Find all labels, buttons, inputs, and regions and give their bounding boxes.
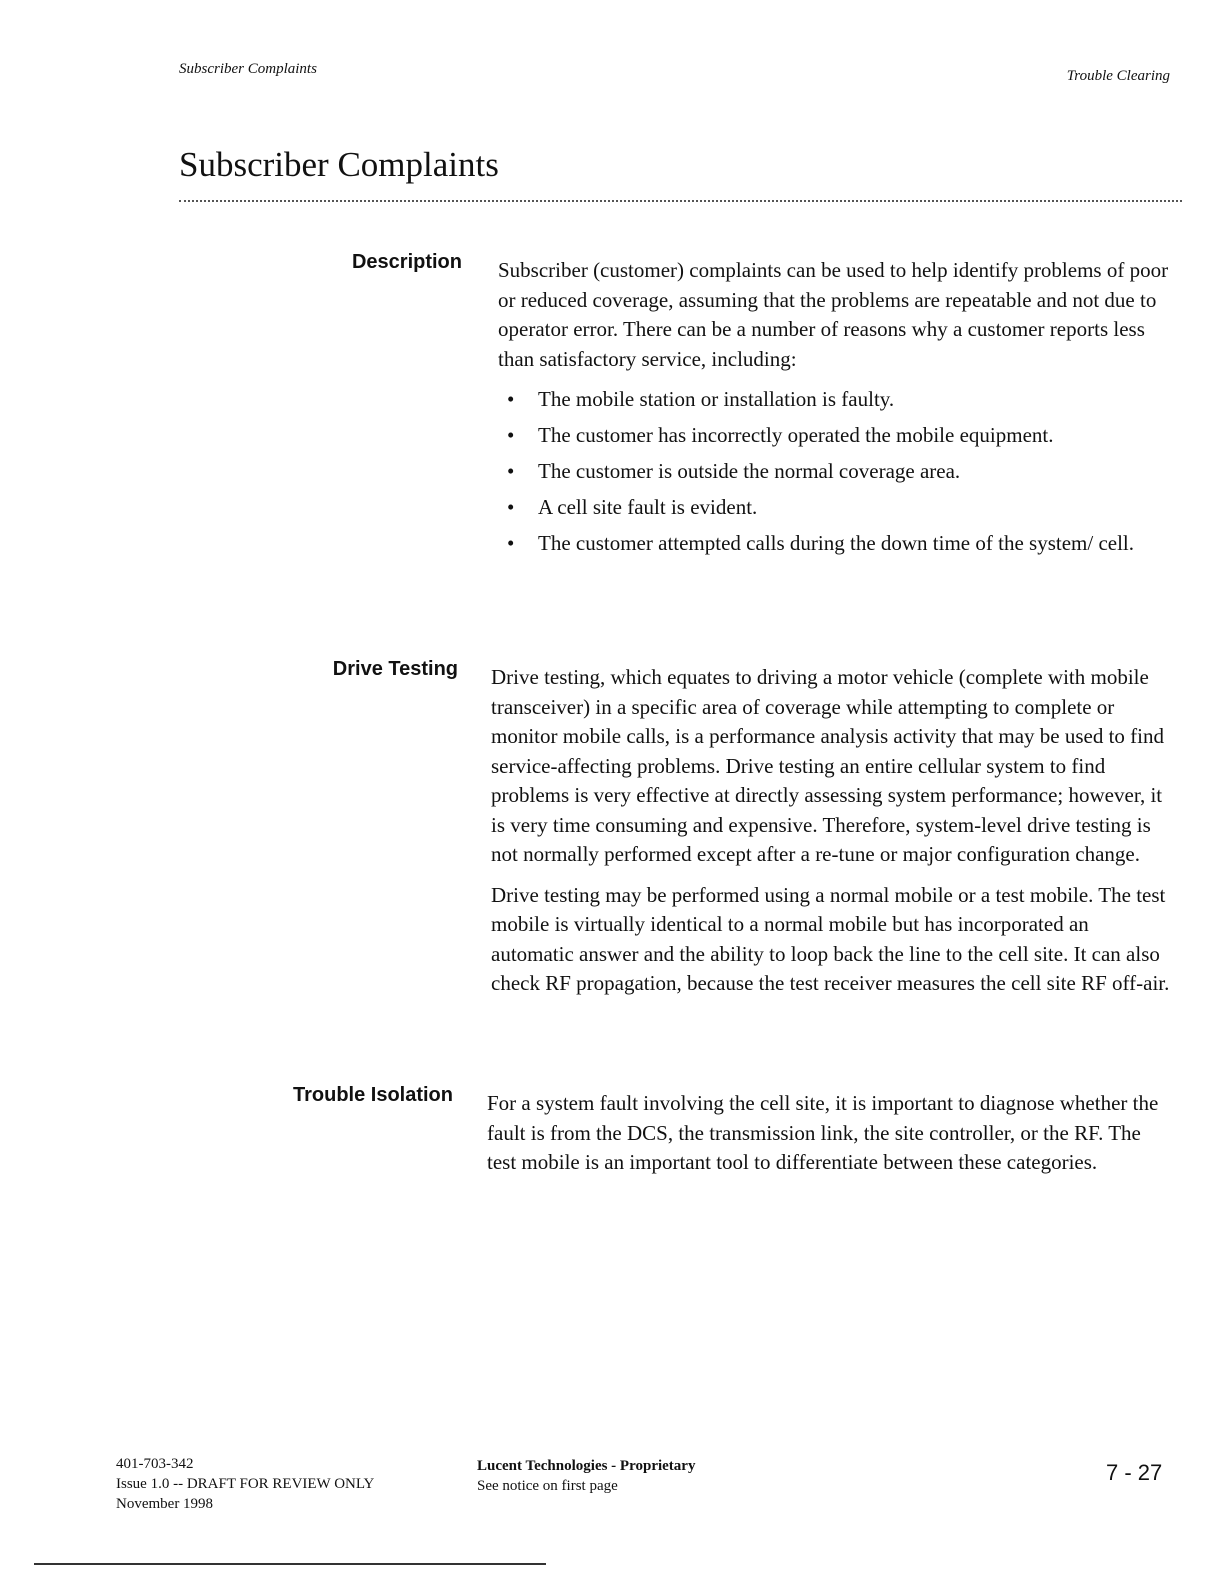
running-header-right: Trouble Clearing [1066, 68, 1170, 84]
bullet-icon: • [507, 387, 515, 411]
bullet-icon: • [507, 423, 515, 447]
section-label-trouble-isolation: Trouble Isolation [292, 1084, 453, 1106]
section-body-description [498, 256, 1180, 565]
section-label-drive-testing: Drive Testing [332, 658, 458, 680]
bottom-divider [34, 1563, 546, 1565]
footer-doc-info [116, 1454, 374, 1514]
section-body-drive-testing [491, 663, 1173, 1010]
paragraph: Drive testing, which equates to driving a motor vehicle (complete with mobile transceiver) in a specific area of coverage while attempting to complete or monitor mobile calls, is a performance analysis activity that may be used to find service-affecting problems. Drive testing an entire cellular system to find problems is very effective at directly assessing system performance; however, it is very time consuming and expensive. Therefore, system-level drive testing is not normally performed except after a re-tune or major configuration change. [491, 665, 1164, 866]
list-item: • The customer attempted calls during the down time of the system/ cell. [507, 531, 1135, 555]
bullet-icon: • [507, 495, 515, 519]
list-item: • A cell site fault is evident. [507, 495, 758, 519]
paragraph: Subscriber (customer) complaints can be used to help identify problems of poor or reduced coverage, assuming that the problems are repeatable and not due to operator error. There can be a number of reasons why a customer reports less than satisfactory service, including: [498, 258, 1169, 371]
doc-number: 401-703-342 [116, 1456, 194, 1472]
company-notice: Lucent Technologies - Proprietary [477, 1458, 696, 1474]
list-item: • The customer has incorrectly operated the mobile equipment. [507, 423, 1054, 447]
list-item: • The mobile station or installation is faulty. [507, 387, 895, 411]
paragraph: For a system fault involving the cell site, it is important to diagnose whether the fault is from the DCS, the transmission link, the site controller, or the RF. The test mobile is an important tool to differentiate between these categories. [487, 1091, 1159, 1174]
paragraph: Drive testing may be performed using a normal mobile or a test mobile. The test mobile is virtually identical to a normal mobile but has incorporated an automatic answer and the ability to loop back the line to the cell site. It can also check RF propagation, because the test receiver measures the cell site RF off-air. [491, 882, 1170, 995]
notice-reference: See notice on first page [477, 1478, 618, 1494]
running-header-left: Subscriber Complaints [179, 61, 317, 77]
title-divider [179, 200, 1182, 202]
bullet-icon: • [507, 531, 515, 555]
list-item: • The customer is outside the normal coverage area. [507, 459, 961, 483]
page-title: Subscriber Complaints [179, 145, 499, 184]
footer-proprietary [477, 1456, 695, 1496]
page-number: 7 - 27 [1106, 1460, 1163, 1485]
section-label-description: Description [351, 251, 462, 273]
issue-date: November 1998 [116, 1496, 214, 1512]
bullet-icon: • [507, 459, 515, 483]
issue-line: Issue 1.0 -- DRAFT FOR REVIEW ONLY [116, 1476, 375, 1492]
bullet-list [498, 385, 1180, 557]
section-body-trouble-isolation [487, 1089, 1169, 1189]
